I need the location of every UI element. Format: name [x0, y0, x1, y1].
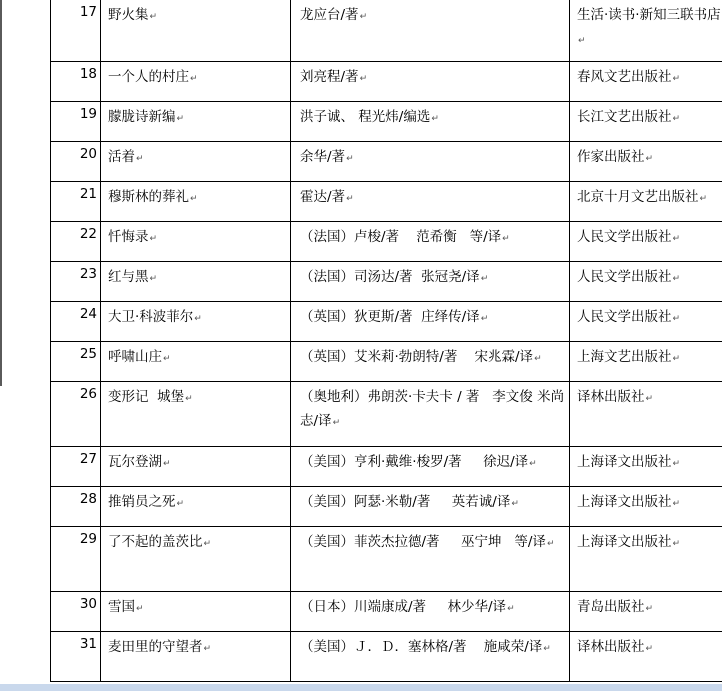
book-title-cell-text: 推销员之死 — [108, 494, 176, 510]
paragraph-mark-icon: ↵ — [672, 234, 681, 244]
paragraph-mark-icon: ↵ — [346, 194, 354, 204]
paragraph-mark-icon: ↵ — [203, 539, 212, 549]
book-title-cell-text: 了不起的盖茨比 — [108, 534, 203, 550]
book-title-cell — [101, 182, 291, 222]
author-translator-cell-text: 刘亮程/著 — [300, 69, 359, 85]
book-title-cell — [101, 62, 291, 102]
row-number-cell-text: 27 — [79, 451, 97, 467]
paragraph-mark-icon: ↵ — [431, 114, 439, 124]
paragraph-mark-icon: ↵ — [672, 459, 681, 469]
paragraph-mark-icon: ↵ — [194, 314, 202, 324]
publisher-cell — [570, 342, 722, 382]
book-title-cell-text: 麦田里的守望者 — [108, 639, 203, 655]
paragraph-mark-icon: ↵ — [176, 114, 185, 124]
book-title-cell — [101, 342, 291, 382]
publisher-cell — [570, 142, 722, 182]
book-title-cell — [101, 0, 291, 62]
book-title-cell — [101, 262, 291, 302]
table-row — [51, 527, 722, 592]
book-title-cell-text: 红与黑 — [108, 269, 149, 285]
publisher-cell — [570, 102, 722, 142]
publisher-cell — [570, 382, 722, 447]
author-translator-cell — [291, 527, 570, 592]
table-row — [51, 222, 722, 262]
paragraph-mark-icon: ↵ — [190, 74, 198, 84]
paragraph-mark-icon: ↵ — [672, 499, 681, 509]
author-translator-cell — [291, 262, 570, 302]
author-translator-cell-text: （美国）亨利·戴维·梭罗/著 徐迟/译 — [300, 454, 529, 470]
book-title-cell — [101, 487, 291, 527]
row-number-cell — [51, 592, 101, 632]
author-translator-cell — [291, 632, 570, 682]
publisher-cell — [570, 182, 722, 222]
table-row — [51, 382, 722, 447]
author-translator-cell-text: 霍达/著 — [300, 189, 346, 205]
publisher-cell-text: 上海译文出版社 — [577, 494, 672, 510]
paragraph-mark-icon: ↵ — [578, 36, 586, 46]
publisher-cell-text: 上海译文出版社 — [577, 454, 672, 470]
row-number-cell-text: 31 — [79, 636, 97, 652]
paragraph-mark-icon: ↵ — [149, 274, 158, 284]
author-translator-cell-text: 洪子诚、 程光炜/编选 — [300, 109, 431, 125]
table-row — [51, 342, 722, 382]
publisher-cell — [570, 302, 722, 342]
row-number-cell-text: 28 — [79, 491, 97, 507]
publisher-cell-text: 上海文艺出版社 — [577, 349, 672, 365]
row-number-cell-text: 26 — [79, 386, 97, 402]
row-number-cell-text: 18 — [79, 66, 97, 82]
row-number-cell-text: 22 — [79, 226, 97, 242]
paragraph-mark-icon: ↵ — [176, 499, 185, 509]
left-margin-rule — [0, 0, 2, 386]
publisher-cell-text: 人民文学出版社 — [577, 309, 672, 325]
book-title-cell — [101, 527, 291, 592]
paragraph-mark-icon: ↵ — [645, 644, 654, 654]
book-title-cell-text: 穆斯林的葬礼 — [108, 189, 189, 205]
publisher-cell-text: 作家出版社 — [577, 149, 645, 165]
paragraph-mark-icon: ↵ — [511, 499, 519, 509]
author-translator-cell — [291, 102, 570, 142]
row-number-cell — [51, 527, 101, 592]
row-number-cell-text: 20 — [79, 146, 97, 162]
publisher-cell — [570, 487, 722, 527]
paragraph-mark-icon: ↵ — [149, 12, 158, 22]
author-translator-cell — [291, 182, 570, 222]
paragraph-mark-icon: ↵ — [480, 274, 489, 284]
author-translator-cell — [291, 0, 570, 62]
publisher-cell-text: 上海译文出版社 — [577, 534, 672, 550]
table-row — [51, 632, 722, 682]
book-title-cell-text: 雪国 — [108, 599, 135, 615]
author-translator-cell-text: 龙应台/著 — [300, 7, 359, 23]
publisher-cell-text: 人民文学出版社 — [577, 269, 672, 285]
book-title-cell-text: 朦胧诗新编 — [108, 109, 176, 125]
table-row — [51, 302, 722, 342]
paragraph-mark-icon: ↵ — [699, 194, 708, 204]
paragraph-mark-icon: ↵ — [645, 394, 654, 404]
book-title-cell — [101, 222, 291, 262]
author-translator-cell-text: （美国）Ｊ．Ｄ．塞林格/著 施咸荣/译 — [300, 639, 543, 655]
paragraph-mark-icon: ↵ — [672, 354, 681, 364]
row-number-cell — [51, 302, 101, 342]
table-row — [51, 262, 722, 302]
row-number-cell — [51, 382, 101, 447]
book-title-cell-text: 野火集 — [108, 7, 149, 23]
author-translator-cell-text: （美国）阿瑟·米勒/著 英若诚/译 — [300, 494, 511, 510]
publisher-cell — [570, 62, 722, 102]
paragraph-mark-icon: ↵ — [346, 154, 354, 164]
paragraph-mark-icon: ↵ — [672, 539, 681, 549]
row-number-cell — [51, 222, 101, 262]
author-translator-cell-text: （法国）卢梭/著 范希衡 等/译 — [300, 229, 502, 245]
paragraph-mark-icon: ↵ — [672, 274, 681, 284]
paragraph-mark-icon: ↵ — [672, 74, 681, 84]
window-bottom-edge — [0, 684, 722, 691]
publisher-cell-text: 春风文艺出版社 — [577, 69, 672, 85]
row-number-cell-text: 30 — [79, 596, 97, 612]
paragraph-mark-icon: ↵ — [543, 644, 551, 654]
author-translator-cell-text: （奥地利）弗朗茨·卡夫卡 / 著 李文俊 米尚志/译 — [300, 389, 565, 429]
paragraph-mark-icon: ↵ — [190, 194, 198, 204]
row-number-cell — [51, 632, 101, 682]
book-title-cell — [101, 447, 291, 487]
book-title-cell-text: 忏悔录 — [108, 229, 149, 245]
book-title-cell-text: 活着 — [108, 149, 135, 165]
paragraph-mark-icon: ↵ — [645, 154, 654, 164]
author-translator-cell-text: （日本）川端康成/著 林少华/译 — [300, 599, 507, 615]
publisher-cell — [570, 222, 722, 262]
table-row — [51, 62, 722, 102]
book-title-cell-text: 瓦尔登湖 — [108, 454, 162, 470]
paragraph-mark-icon: ↵ — [163, 354, 171, 364]
paragraph-mark-icon: ↵ — [203, 644, 212, 654]
author-translator-cell-text: （法国）司汤达/著 张冠尧/译 — [300, 269, 480, 285]
paragraph-mark-icon: ↵ — [507, 604, 515, 614]
table-row — [51, 102, 722, 142]
row-number-cell-text: 24 — [79, 306, 97, 322]
author-translator-cell — [291, 62, 570, 102]
author-translator-cell — [291, 302, 570, 342]
book-title-cell — [101, 302, 291, 342]
row-number-cell-text: 21 — [79, 186, 97, 202]
author-translator-cell — [291, 142, 570, 182]
row-number-cell — [51, 342, 101, 382]
book-title-cell — [101, 142, 291, 182]
book-title-cell — [101, 382, 291, 447]
table-row — [51, 487, 722, 527]
row-number-cell-text: 17 — [79, 4, 97, 20]
paragraph-mark-icon: ↵ — [359, 12, 368, 22]
publisher-cell — [570, 0, 722, 62]
table-row — [51, 0, 722, 62]
publisher-cell-text: 译林出版社 — [577, 639, 645, 655]
publisher-cell-text: 人民文学出版社 — [577, 229, 672, 245]
author-translator-cell — [291, 487, 570, 527]
author-translator-cell — [291, 592, 570, 632]
publisher-cell — [570, 262, 722, 302]
paragraph-mark-icon: ↵ — [163, 459, 171, 469]
paragraph-mark-icon: ↵ — [529, 459, 537, 469]
row-number-cell — [51, 142, 101, 182]
book-title-cell — [101, 592, 291, 632]
row-number-cell-text: 29 — [79, 531, 97, 547]
author-translator-cell — [291, 342, 570, 382]
paragraph-mark-icon: ↵ — [534, 354, 542, 364]
author-translator-cell-text: 余华/著 — [300, 149, 346, 165]
row-number-cell-text: 23 — [79, 266, 97, 282]
author-translator-cell-text: （美国）菲茨杰拉德/著 巫宁坤 等/译 — [300, 534, 546, 550]
author-translator-cell-text: （英国）艾米莉·勃朗特/著 宋兆霖/译 — [300, 349, 534, 365]
publisher-cell-text: 生活·读书·新知三联书店 — [577, 7, 721, 23]
paragraph-mark-icon: ↵ — [645, 604, 654, 614]
book-title-cell — [101, 102, 291, 142]
author-translator-cell — [291, 447, 570, 487]
author-translator-cell — [291, 222, 570, 262]
author-translator-cell-text: （英国）狄更斯/著 庄绎传/译 — [300, 309, 480, 325]
book-title-cell-text: 呼啸山庄 — [108, 349, 162, 365]
row-number-cell-text: 19 — [79, 106, 97, 122]
book-title-cell — [101, 632, 291, 682]
row-number-cell — [51, 447, 101, 487]
paragraph-mark-icon: ↵ — [546, 539, 555, 549]
paragraph-mark-icon: ↵ — [332, 418, 341, 428]
paragraph-mark-icon: ↵ — [136, 604, 144, 614]
paragraph-mark-icon: ↵ — [185, 394, 193, 404]
publisher-cell — [570, 527, 722, 592]
book-title-cell-text: 一个人的村庄 — [108, 69, 189, 85]
row-number-cell-text: 25 — [79, 346, 97, 362]
publisher-cell — [570, 592, 722, 632]
table-row — [51, 142, 722, 182]
paragraph-mark-icon: ↵ — [480, 314, 489, 324]
publisher-cell — [570, 447, 722, 487]
author-translator-cell — [291, 382, 570, 447]
paragraph-mark-icon: ↵ — [502, 234, 510, 244]
publisher-cell-text: 长江文艺出版社 — [577, 109, 672, 125]
paragraph-mark-icon: ↵ — [149, 234, 158, 244]
publisher-cell-text: 译林出版社 — [577, 389, 645, 405]
paragraph-mark-icon: ↵ — [672, 314, 681, 324]
publisher-cell-text: 青岛出版社 — [577, 599, 645, 615]
row-number-cell — [51, 262, 101, 302]
paragraph-mark-icon: ↵ — [672, 114, 681, 124]
book-title-cell-text: 大卫·科波菲尔 — [108, 309, 194, 325]
row-number-cell — [51, 102, 101, 142]
table-row — [51, 592, 722, 632]
book-title-cell-text: 变形记 城堡 — [108, 389, 185, 405]
row-number-cell — [51, 182, 101, 222]
publisher-cell — [570, 632, 722, 682]
book-list-table — [50, 0, 722, 682]
row-number-cell — [51, 487, 101, 527]
table-row — [51, 182, 722, 222]
paragraph-mark-icon: ↵ — [136, 154, 144, 164]
publisher-cell-text: 北京十月文艺出版社 — [577, 189, 699, 205]
paragraph-mark-icon: ↵ — [359, 74, 368, 84]
row-number-cell — [51, 0, 101, 62]
row-number-cell — [51, 62, 101, 102]
book-list-body — [51, 0, 722, 682]
table-row — [51, 447, 722, 487]
